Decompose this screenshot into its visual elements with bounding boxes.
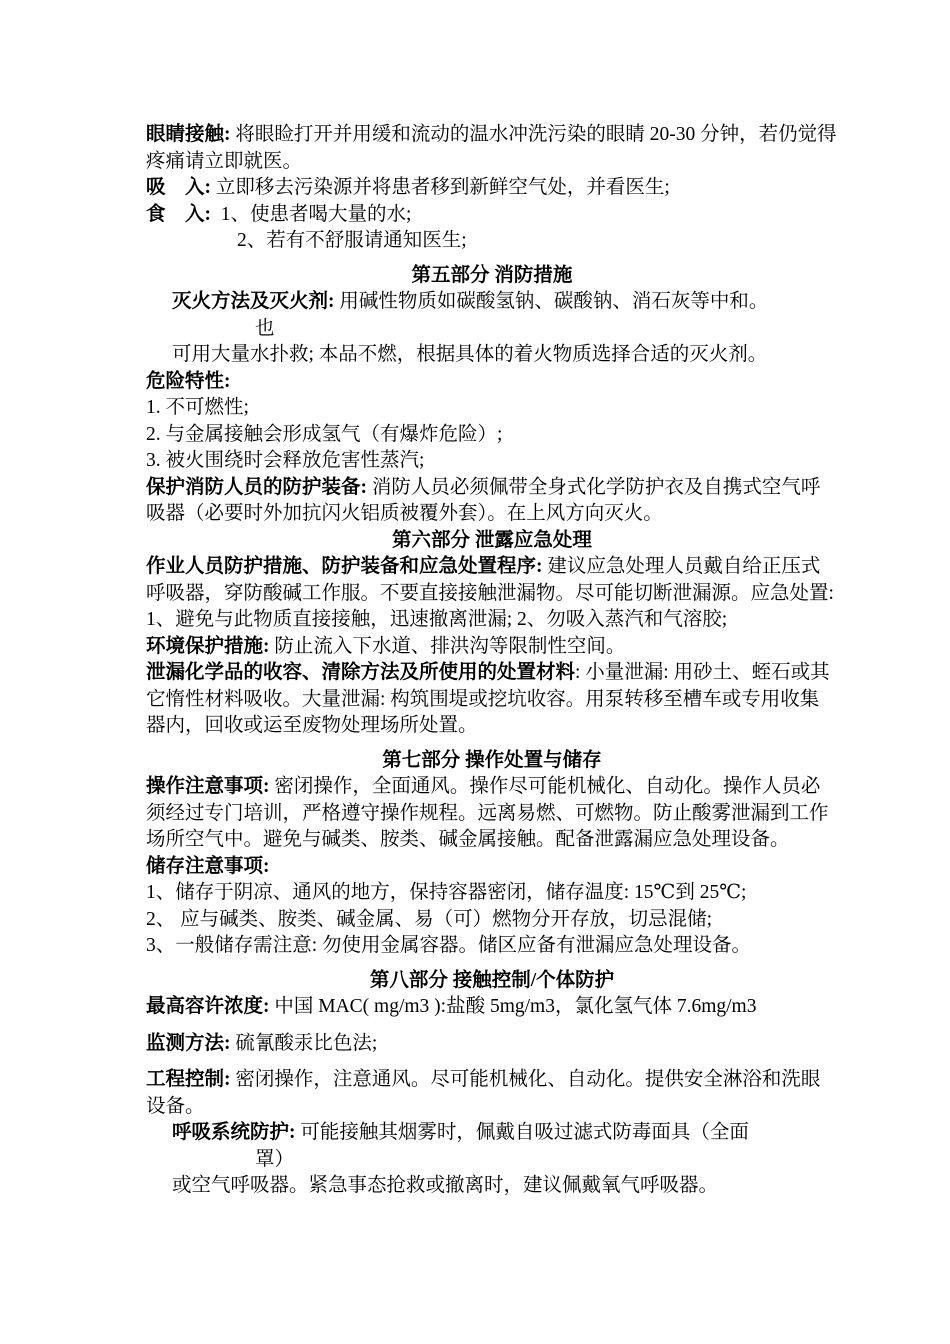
eye-contact-text: 将眼睑打开并用缓和流动的温水冲洗污染的眼睛 20-30 分钟，若仍觉得疼痛请立即就医。 [146, 124, 837, 172]
hazard-label: 危险特性: [146, 370, 231, 392]
storage-item-3: 3、一般储存需注意: 勿使用金属容器。储区应备有泄漏应急处理设备。 [146, 935, 752, 956]
fire-method-wrap [146, 316, 838, 343]
fire-method-text-1: 用碱性物质如碳酸氢钠、碳酸钠、消石灰等中和。 [334, 291, 769, 312]
respiratory-paragraph [146, 1120, 838, 1147]
environment-text: 防止流入下水道、排洪沟等限制性空间。 [269, 635, 626, 657]
engineering-paragraph [146, 1067, 838, 1120]
inhalation-text: 立即移去污染源并将患者移到新鲜空气处，并看医生; [211, 177, 670, 198]
respiratory-label: 呼吸系统防护: [172, 1122, 296, 1143]
worker-protection-label: 作业人员防护措施、防护装备和应急处置程序: [146, 556, 543, 577]
firefighter-ppe-label: 保护消防人员的防护装备: [146, 476, 367, 498]
storage-item-1: 1、储存于阴凉、通风的地方，保持容器密闭，储存温度: 15℃到 25℃; [146, 882, 747, 903]
ingestion-step-1: 1、使患者喝大量的水; [211, 203, 412, 225]
hazard-item-2: 2. 与金属接触会形成氢气（有爆炸危险）; [146, 423, 503, 445]
respiratory-text-3: 或空气呼吸器。紧急事态抢救或撤离时，建议佩戴氧气呼吸器。 [172, 1175, 719, 1196]
hazard-item-1: 1. 不可燃性; [146, 397, 249, 418]
operation-label: 操作注意事项: [146, 776, 270, 797]
section-6-title: 第六部分 泄露应急处理 [392, 529, 592, 551]
inhalation-paragraph [146, 175, 838, 202]
fire-method-text-3: 可用大量水扑救; 本品不燃，根据具体的着火物质选择合适的灭火剂。 [172, 344, 768, 365]
operation-text: 密闭操作，全面通风。操作尽可能机械化、自动化。操作人员必须经过专门培训，严格遵守操作规程。远离易燃、可燃物。防止酸雾泄漏到工作场所空气中。避免与碱类、胺类、碱金属接触。配备泄露漏应急处理设备。 [146, 776, 829, 850]
ingestion-step-2: 2、若有不舒服请通知医生; [237, 230, 467, 251]
respiratory-wrap [146, 1147, 838, 1174]
section-8-title: 第八部分 接触控制/个体防护 [369, 969, 615, 991]
engineering-text: 密闭操作，注意通风。尽可能机械化、自动化。提供安全淋浴和洗眼设备。 [146, 1069, 821, 1117]
spacer [146, 1057, 838, 1067]
hazard-item-3: 3. 被火围绕时会释放危害性蒸汽; [146, 450, 425, 471]
ingestion-paragraph [146, 202, 838, 229]
document-body [146, 122, 838, 1200]
eye-contact-paragraph [146, 122, 838, 175]
environment-label: 环境保护措施: [146, 635, 270, 657]
monitoring-paragraph [146, 1031, 838, 1058]
fire-method-text-2: 也 [255, 317, 275, 339]
mac-label: 最高容许浓度: [146, 996, 270, 1017]
monitoring-label: 监测方法: [146, 1032, 231, 1054]
eye-contact-label: 眼睛接触: [146, 124, 231, 145]
section-7-title: 第七部分 操作处置与储存 [382, 749, 602, 771]
ingestion-label: 食 入: [146, 203, 211, 225]
respiratory-cont-paragraph [146, 1173, 838, 1200]
inhalation-label: 吸 入: [146, 177, 211, 198]
fire-method-label: 灭火方法及灭火剂: [172, 291, 335, 312]
ingestion-step-2-paragraph [146, 228, 838, 255]
spacer [146, 1021, 838, 1031]
section-5-title: 第五部分 消防措施 [411, 264, 573, 286]
engineering-label: 工程控制: [146, 1069, 231, 1090]
fire-method-paragraph [146, 289, 838, 316]
firefighter-ppe-text: 消防人员必须佩带全身式化学防护衣及自携式空气呼吸器（必要时外加抗闪火铝质被覆外套）。在上风方向灭火。 [146, 476, 821, 524]
worker-protection-paragraph [146, 554, 838, 634]
worker-protection-text: 建议应急处理人员戴自给正压式呼吸器，穿防酸碱工作服。不要直接接触泄漏物。尽可能切断泄漏源。应急处置: 1、避免与此物质直接接触，迅速撤离泄漏; 2、勿吸入蒸汽和气溶胶; [146, 556, 834, 630]
storage-item-2: 2、 应与碱类、胺类、碱金属、易（可）燃物分开存放，切忌混储; [146, 908, 713, 930]
operation-paragraph [146, 774, 838, 854]
respiratory-text-1: 可能接触其烟雾时，佩戴自吸过滤式防毒面具（全面 [295, 1122, 749, 1143]
leak-handling-text: : 小量泄漏: 用砂土、蛭石或其它惰性材料吸收。大量泄漏: 构筑围堤或挖坑收容。用泵转移至槽车或专用收集器内，回收或运至废物处理场所处置。 [146, 662, 830, 736]
mac-text: 中国 MAC( mg/m3 ):盐酸 5mg/m3，氯化氢气体 7.6mg/m3 [269, 996, 757, 1017]
storage-label: 储存注意事项: [146, 855, 270, 877]
respiratory-text-2: 罩） [255, 1148, 295, 1170]
fire-method-cont-paragraph [146, 342, 838, 369]
mac-paragraph [146, 994, 838, 1021]
leak-handling-paragraph [146, 660, 838, 740]
firefighter-ppe-paragraph [146, 475, 838, 528]
monitoring-text: 硫氰酸汞比色法; [230, 1032, 378, 1054]
environment-paragraph [146, 634, 838, 661]
leak-handling-label: 泄漏化学品的收容、清除方法及所使用的处置材料 [146, 662, 576, 683]
